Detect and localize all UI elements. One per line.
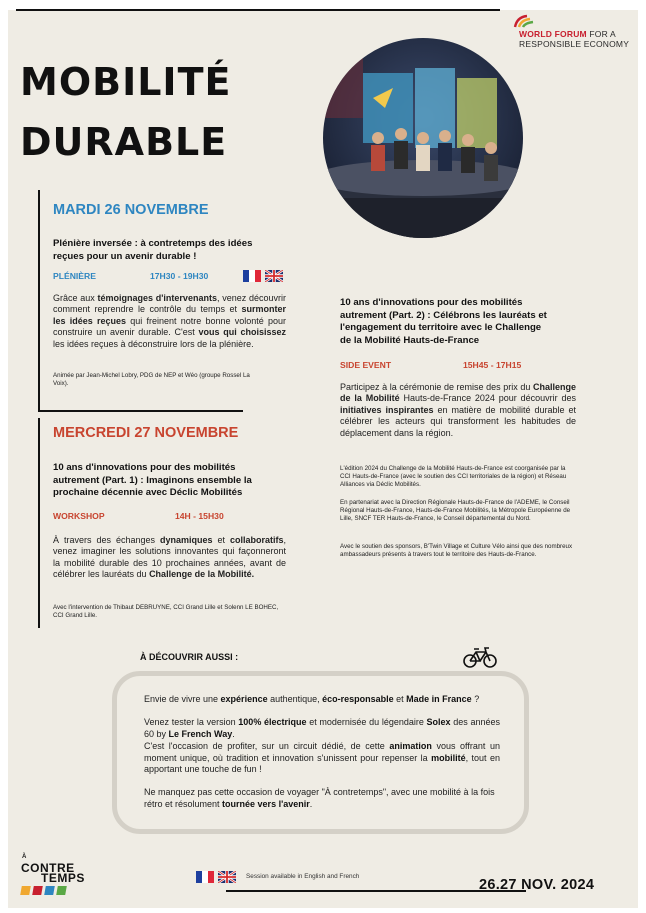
wednesday-format-tag: WORKSHOP (53, 511, 105, 521)
body-text: en matière de mobilité durable et célébrer les acteurs qui transforment les habitudes de déplacement dans la région. (340, 404, 576, 438)
side-event-format-tag: SIDE EVENT (340, 360, 392, 370)
french-flag-icon (243, 270, 261, 282)
emphasis-text: initiatives inspirantes (340, 404, 434, 415)
tuesday-session-title: Plénière inversée : à contretemps des idées reçues pour un avenir durable ! (53, 238, 253, 262)
wednesday-description (53, 535, 286, 581)
body-text: Participez à la cérémonie de remise des prix du (340, 382, 533, 392)
body-text: , venez imaginer les solutions innovantes qui façonneront la mobilité durable des 10 prochaines années, avant de célébrer les lauréats du (53, 535, 286, 580)
contretemps-color-marks (21, 886, 66, 895)
body-text: Ne manquez pas cette occasion de voyager "À contretemps", avec une mobilité à la fois rétro et résolument (144, 787, 495, 809)
emphasis-text: témoignages d'intervenants (97, 293, 217, 303)
body-text: Grâce aux (53, 293, 98, 303)
title-line-2: DURABLE (20, 120, 228, 164)
wednesday-heading: MERCREDI 27 NOVEMBRE (53, 425, 239, 441)
emphasis-text: surmonter les idées reçues (53, 304, 286, 326)
emphasis-text: dynamiques (159, 535, 213, 545)
page-title (20, 52, 320, 172)
logo-line-1: WORLD FORUM FOR A (519, 29, 616, 39)
wednesday-time: 14H - 15H30 (175, 511, 224, 521)
uk-flag-icon (265, 270, 283, 282)
body-text: qui freinent notre bonne volonté pour construire un avenir durable. C'est (53, 315, 286, 338)
body-text: C'est l'occasion de profiter, sur un circuit dédié, de cette (144, 741, 390, 751)
side-event-note-3: Avec le soutien des sponsors, B'Twin Village et Culture Vélo ainsi que des nombreux ambassadeurs présents à travers tout le territoire des Hauts-de-France. (340, 543, 573, 559)
emphasis-text: éco-responsable (322, 694, 394, 704)
panel-photo (323, 38, 523, 238)
emphasis-text: Le French Way (168, 728, 233, 739)
body-text: , tout en apportant une touche de fun ! (144, 752, 500, 775)
title-line-1: MOBILITÉ (20, 60, 232, 104)
tuesday-description (53, 293, 286, 350)
left-rule-2 (38, 418, 40, 628)
body-text: ? (471, 694, 480, 704)
tuesday-language-flags (243, 270, 283, 282)
emphasis-text: 100% électrique (238, 717, 307, 727)
body-text: Envie de vivre une (144, 694, 221, 704)
tuesday-heading: MARDI 26 NOVEMBRE (53, 202, 209, 218)
emphasis-text: Solex (426, 717, 451, 727)
footer-language-flags (196, 871, 236, 883)
event-dates: 26.27 NOV. 2024 (479, 877, 595, 893)
body-text: et modernisée du légendaire (306, 717, 427, 727)
discover-paragraph-3 (144, 741, 500, 776)
body-text: des années 60 by (144, 717, 500, 739)
logo-line-2: RESPONSIBLE ECONOMY (519, 39, 630, 49)
tuesday-credit: Animée par Jean-Michel Lobry, PDG de NEP et Wéo (groupe Rossel La Voix). (53, 372, 250, 388)
french-flag-icon (196, 871, 214, 883)
side-event-session-title: 10 ans d'innovations pour des mobilités autrement (Part. 2) : Célébrons les lauréats et l'engagement du territoire avec le Challenge de la Mobilité Hauts-de-France (340, 297, 547, 346)
emphasis-text: Made in France (406, 694, 472, 704)
emphasis-text: tournée vers l'avenir (222, 798, 310, 809)
discover-paragraph-4 (144, 787, 500, 810)
side-event-note-1: L'édition 2024 du Challenge de la Mobilité Hauts-de-France est coorganisée par la CCI Hauts-de-France (avec le soutien des CCI territoriales de la région) et Réseau Alliances via Déclic Mobilités. (340, 465, 567, 489)
session-language-note: Session available in English and French (246, 873, 360, 880)
body-text: authentique, (267, 694, 323, 704)
tuesday-time: 17H30 - 19H30 (150, 271, 209, 281)
discover-paragraph-2 (144, 717, 500, 740)
emphasis-text: Challenge de la Mobilité. (149, 569, 255, 580)
section-divider (38, 410, 243, 412)
side-event-description (340, 382, 576, 439)
emphasis-text: expérience (220, 694, 268, 704)
body-text: . (232, 728, 235, 739)
body-text: Hauts-de-France 2024 pour découvrir des (399, 393, 577, 404)
body-text: À travers des échanges (53, 535, 160, 545)
body-text: les idées reçues à déconstruire lors de la plénière. (53, 338, 254, 349)
discover-paragraph-1 (144, 694, 504, 706)
side-event-note-2: En partenariat avec la Direction Régionale Hauts-de-France de l'ADEME, le Conseil Régional Hauts-de-France, Hauts-de-France Mobilités, la Métropole Européenne de Lille, SNCF TER Hauts-de-France, le Conseil départemental du Nord. (340, 499, 571, 523)
discover-heading: À DÉCOUVRIR AUSSI : (140, 652, 239, 662)
emphasis-text: mobilité (431, 752, 466, 763)
bicycle-icon (463, 645, 497, 669)
wednesday-credit: Avec l'intervention de Thibaut DEBRUYNE, CCI Grand Lille et Solenn LE BOHEC, CCI Grand Lille. (53, 604, 279, 620)
body-text: et (212, 535, 230, 545)
world-forum-arc-icon (513, 14, 535, 28)
emphasis-text: vous qui choisissez (198, 327, 286, 338)
body-text: et (393, 694, 407, 704)
contretemps-logo: À CONTRE TEMPS (21, 854, 101, 900)
emphasis-text: collaboratifs (229, 535, 284, 545)
body-text: , venez découvrir comment reprendre le contrôle du temps et (53, 293, 286, 315)
world-forum-logo (513, 14, 633, 54)
wednesday-session-title: 10 ans d'innovations pour des mobilités autrement (Part. 1) : Imaginons ensemble la prochaine décennie avec Déclic Mobilités (53, 462, 252, 498)
side-event-time: 15H45 - 17H15 (463, 360, 522, 370)
tuesday-format-tag: PLÉNIÈRE (53, 271, 96, 281)
emphasis-text: animation (389, 741, 432, 751)
body-text: Venez tester la version (144, 717, 239, 727)
body-text: . (309, 798, 313, 809)
body-text: vous offrant un moment unique, où tradition et innovation s'unissent pour repenser la (144, 741, 500, 763)
top-rule (16, 9, 500, 11)
uk-flag-icon (218, 871, 236, 883)
left-rule-1 (38, 190, 40, 412)
emphasis-text: Challenge de la Mobilité (340, 382, 576, 404)
